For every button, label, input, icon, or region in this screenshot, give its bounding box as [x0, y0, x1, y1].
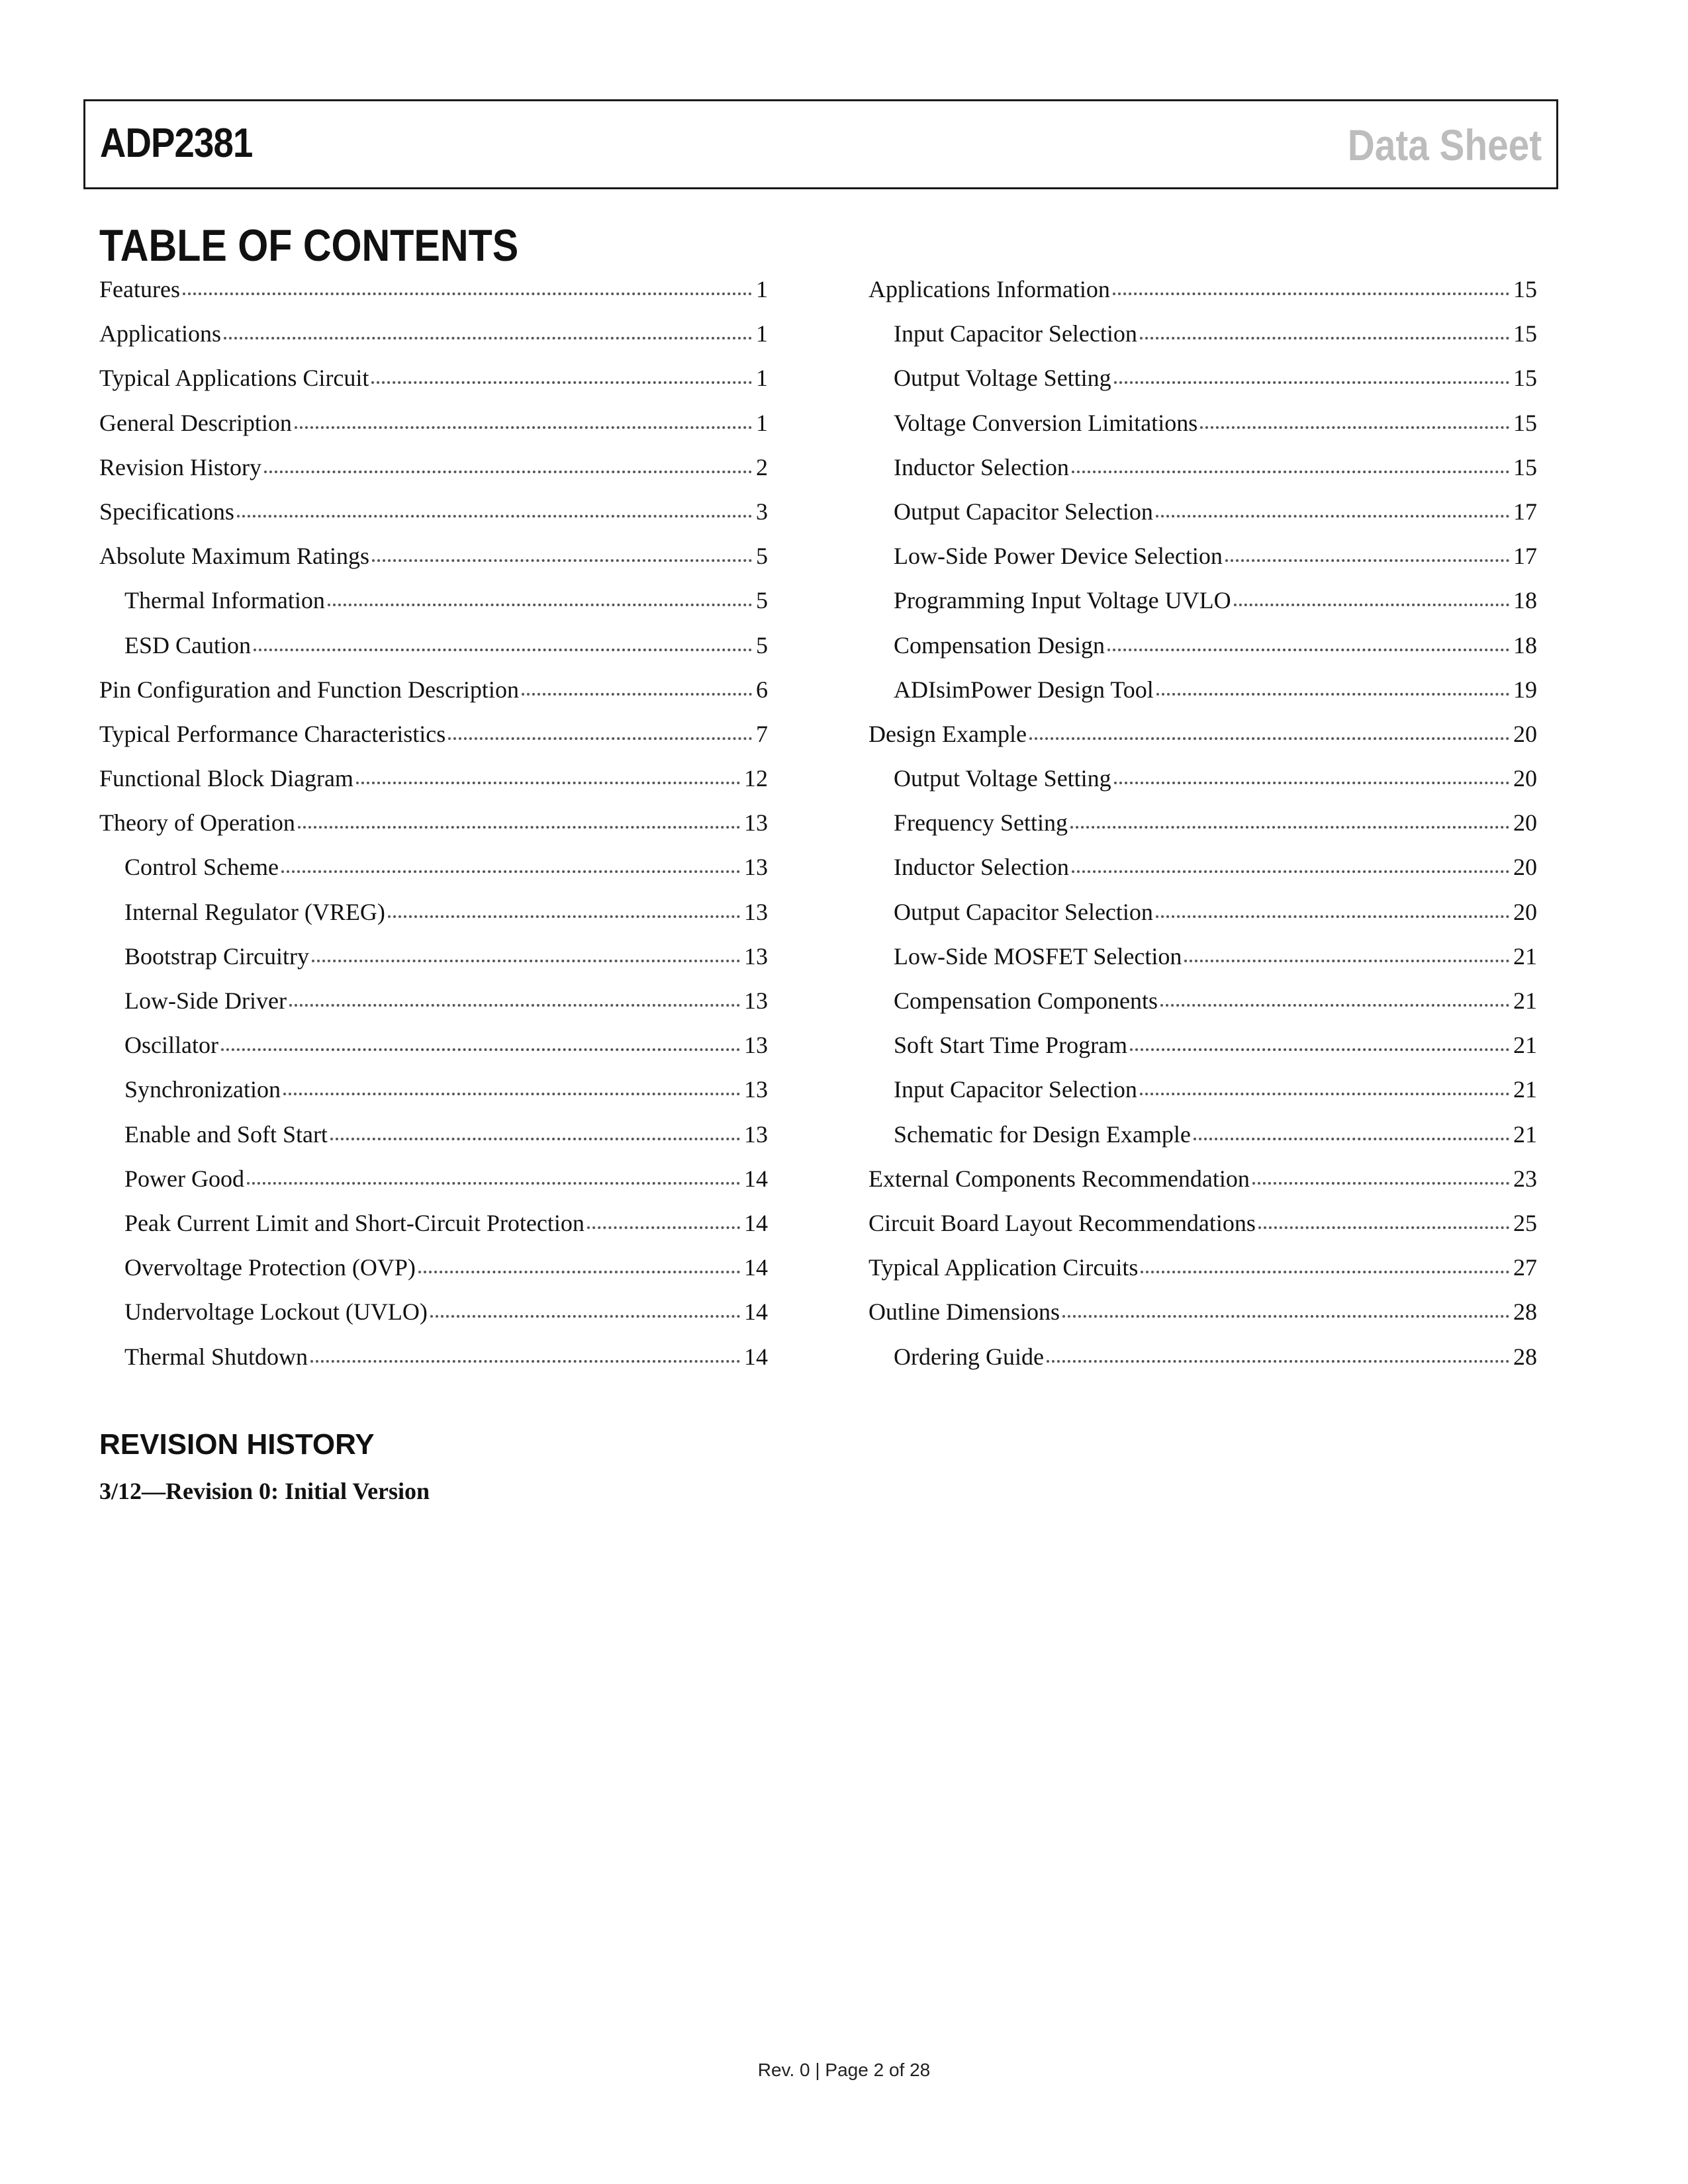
- toc-entry-label: Schematic for Design Example: [894, 1120, 1191, 1148]
- toc-entry[interactable]: [868, 895, 1537, 940]
- toc-entry-page: 20: [1513, 765, 1537, 792]
- toc-entry-page: 18: [1513, 631, 1537, 659]
- toc-entry-label: Output Voltage Setting: [894, 765, 1111, 792]
- toc-entry-label: Enable and Soft Start: [124, 1120, 328, 1148]
- toc-dot-leader: [330, 1138, 740, 1140]
- toc-entry-page: 14: [744, 1343, 768, 1370]
- toc-entry[interactable]: [99, 1340, 768, 1385]
- toc-entry-label: Circuit Board Layout Recommendations: [868, 1209, 1256, 1236]
- toc-entry-label: Typical Performance Characteristics: [99, 720, 446, 747]
- toc-dot-leader: [1062, 1315, 1509, 1318]
- toc-dot-leader: [356, 782, 740, 784]
- toc-entry[interactable]: [99, 1206, 768, 1251]
- toc-entry-page: 20: [1513, 720, 1537, 747]
- toc-entry[interactable]: [99, 940, 768, 984]
- toc-entry-label: Synchronization: [124, 1076, 281, 1103]
- toc-dot-leader: [1200, 426, 1509, 429]
- toc-entry[interactable]: [99, 495, 768, 539]
- toc-entry-page: 15: [1513, 276, 1537, 302]
- revision-history-heading: REVISION HISTORY: [99, 1428, 375, 1461]
- toc-entry-page: 6: [756, 676, 768, 703]
- toc-entry-label: Internal Regulator (VREG): [124, 898, 385, 925]
- toc-dot-leader: [183, 293, 752, 295]
- toc-entry[interactable]: [99, 717, 768, 762]
- toc-entry-page: 1: [756, 276, 768, 302]
- toc-entry[interactable]: [868, 584, 1537, 628]
- toc-entry[interactable]: [868, 1251, 1537, 1295]
- toc-dot-leader: [1113, 293, 1509, 295]
- toc-entry-page: 1: [756, 409, 768, 436]
- toc-entry-label: General Description: [99, 409, 292, 436]
- toc-entry-page: 13: [744, 898, 768, 925]
- toc-entry[interactable]: [99, 895, 768, 940]
- toc-entry-page: 21: [1513, 987, 1537, 1014]
- toc-entry[interactable]: [99, 451, 768, 495]
- toc-entry-page: 21: [1513, 1032, 1537, 1059]
- toc-left-column: [99, 273, 768, 1385]
- toc-entry[interactable]: [99, 1073, 768, 1117]
- toc-entry-page: 13: [744, 987, 768, 1014]
- toc-entry[interactable]: [868, 1295, 1537, 1340]
- toc-dot-leader: [328, 604, 752, 606]
- toc-entry-label: ADIsimPower Design Tool: [894, 676, 1154, 703]
- toc-dot-leader: [283, 1093, 740, 1095]
- toc-entry-page: 17: [1513, 498, 1537, 525]
- toc-entry-page: 13: [744, 942, 768, 970]
- toc-entry-page: 5: [756, 543, 768, 570]
- toc-dot-leader: [587, 1226, 740, 1229]
- toc-entry-label: Features: [99, 276, 180, 302]
- toc-entry[interactable]: [99, 629, 768, 673]
- toc-entry[interactable]: [99, 273, 768, 317]
- toc-entry-page: 15: [1513, 365, 1537, 392]
- toc-entry[interactable]: [99, 762, 768, 806]
- toc-dot-leader: [1130, 1048, 1509, 1051]
- toc-dot-leader: [1252, 1182, 1509, 1185]
- toc-entry-label: Revision History: [99, 453, 262, 480]
- toc-entry-page: 14: [744, 1165, 768, 1192]
- toc-dot-leader: [371, 381, 752, 384]
- revision-entry: 3/12—Revision 0: Initial Version: [99, 1478, 430, 1504]
- toc-entry-label: Voltage Conversion Limitations: [894, 409, 1198, 436]
- toc-entry[interactable]: [868, 984, 1537, 1028]
- toc-entry-label: Low-Side Power Device Selection: [894, 543, 1223, 570]
- toc-dot-leader: [247, 1182, 740, 1185]
- toc-dot-leader: [372, 559, 752, 562]
- toc-entry-label: Specifications: [99, 498, 234, 525]
- toc-dot-leader: [224, 337, 752, 340]
- document-type: Data Sheet: [1347, 120, 1542, 169]
- page-footer: Rev. 0 | Page 2 of 28: [757, 2060, 931, 2080]
- toc-entry-page: 2: [756, 453, 768, 480]
- toc-entry-page: 17: [1513, 543, 1537, 570]
- toc-dot-leader: [1029, 737, 1509, 740]
- toc-entry-page: 13: [744, 1076, 768, 1103]
- toc-dot-leader: [430, 1315, 740, 1318]
- toc-dot-leader: [1072, 471, 1509, 473]
- toc-entry-label: Inductor Selection: [894, 453, 1069, 480]
- toc-entry[interactable]: [99, 1028, 768, 1073]
- toc-entry-label: Overvoltage Protection (OVP): [124, 1254, 416, 1281]
- toc-entry-label: Peak Current Limit and Short-Circuit Protection: [124, 1209, 585, 1236]
- toc-entry-label: Applications: [99, 320, 221, 347]
- toc-entry-page: 5: [756, 587, 768, 614]
- toc-entry-page: 13: [744, 1032, 768, 1059]
- toc-entry-page: 21: [1513, 942, 1537, 970]
- toc-dot-leader: [1141, 1271, 1509, 1273]
- toc-entry-page: 19: [1513, 676, 1537, 703]
- toc-entry[interactable]: [99, 850, 768, 895]
- toc-entry-page: 18: [1513, 587, 1537, 614]
- toc-entry-label: Output Capacitor Selection: [894, 898, 1153, 925]
- toc-dot-leader: [1072, 870, 1509, 873]
- toc-dot-leader: [237, 515, 752, 518]
- toc-entry-label: Typical Application Circuits: [868, 1254, 1139, 1281]
- toc-entry-page: 27: [1513, 1254, 1537, 1281]
- toc-dot-leader: [1114, 381, 1509, 384]
- toc-entry-label: Thermal Shutdown: [124, 1343, 308, 1370]
- toc-entry-label: Oscillator: [124, 1032, 218, 1059]
- toc-entry-label: External Components Recommendation: [868, 1165, 1250, 1192]
- toc-dot-leader: [312, 960, 740, 962]
- toc-entry[interactable]: [868, 850, 1537, 895]
- toc-entry-label: Absolute Maximum Ratings: [99, 543, 369, 570]
- toc-dot-leader: [1258, 1226, 1509, 1229]
- toc-entry-label: Functional Block Diagram: [99, 765, 353, 792]
- toc-entry-page: 14: [744, 1298, 768, 1326]
- toc-dot-leader: [264, 471, 752, 473]
- toc-entry-page: 21: [1513, 1076, 1537, 1103]
- toc-entry-label: Programming Input Voltage UVLO: [894, 587, 1231, 614]
- toc-entry-label: Outline Dimensions: [868, 1298, 1060, 1326]
- toc-dot-leader: [310, 1360, 740, 1363]
- toc-dot-leader: [1184, 960, 1509, 962]
- toc-entry-page: 13: [744, 1120, 768, 1148]
- toc-dot-leader: [388, 915, 740, 918]
- toc-entry-page: 25: [1513, 1209, 1537, 1236]
- toc-entry[interactable]: [868, 406, 1537, 451]
- toc-dot-leader: [1114, 782, 1509, 784]
- toc-dot-leader: [1047, 1360, 1509, 1363]
- toc-entry-label: Output Voltage Setting: [894, 365, 1111, 392]
- toc-entry-page: 21: [1513, 1120, 1537, 1148]
- toc-title: TABLE OF CONTENTS: [99, 220, 519, 271]
- toc-entry-page: 7: [756, 720, 768, 747]
- toc-entry-label: Control Scheme: [124, 854, 279, 881]
- toc-entry-label: ESD Caution: [124, 631, 252, 659]
- toc-entry-label: Compensation Components: [894, 987, 1158, 1014]
- toc-entry-label: Input Capacitor Selection: [894, 320, 1137, 347]
- toc-entry-page: 5: [756, 631, 768, 659]
- toc-entry[interactable]: [868, 673, 1537, 717]
- toc-entry-page: 28: [1513, 1298, 1537, 1326]
- toc-entry-label: Thermal Information: [124, 587, 325, 614]
- toc-dot-leader: [1160, 1004, 1509, 1007]
- toc-entry[interactable]: [868, 1073, 1537, 1117]
- toc-dot-leader: [1070, 826, 1509, 829]
- toc-entry[interactable]: [99, 673, 768, 717]
- toc-dot-leader: [281, 870, 740, 873]
- part-number: ADP2381: [100, 120, 253, 166]
- toc-dot-leader: [1156, 515, 1509, 518]
- toc-dot-leader: [1107, 649, 1509, 651]
- toc-entry[interactable]: [99, 584, 768, 628]
- toc-entry[interactable]: [868, 1028, 1537, 1073]
- toc-entry[interactable]: [868, 717, 1537, 762]
- toc-entry-page: 1: [756, 320, 768, 347]
- toc-entry[interactable]: [868, 806, 1537, 850]
- toc-entry[interactable]: [868, 1118, 1537, 1162]
- toc-entry-page: 20: [1513, 898, 1537, 925]
- toc-dot-leader: [522, 693, 752, 696]
- toc-entry-label: Power Good: [124, 1165, 244, 1192]
- toc-entry[interactable]: [868, 940, 1537, 984]
- toc-entry-label: Input Capacitor Selection: [894, 1076, 1137, 1103]
- toc-entry[interactable]: [868, 451, 1537, 495]
- toc-dot-leader: [1225, 559, 1509, 562]
- toc-entry-page: 15: [1513, 453, 1537, 480]
- toc-entry-page: 13: [744, 854, 768, 881]
- toc-entry-page: 20: [1513, 854, 1537, 881]
- toc-entry[interactable]: [99, 539, 768, 584]
- toc-entry[interactable]: [99, 806, 768, 850]
- toc-entry-label: Pin Configuration and Function Description: [99, 676, 519, 703]
- toc-entry-page: 13: [744, 809, 768, 837]
- toc-dot-leader: [298, 826, 740, 829]
- toc-entry-page: 3: [756, 498, 768, 525]
- toc-entry-label: Design Example: [868, 720, 1027, 747]
- toc-dot-leader: [254, 649, 752, 651]
- toc-entry[interactable]: [99, 406, 768, 451]
- toc-dot-leader: [418, 1271, 740, 1273]
- toc-dot-leader: [1156, 915, 1509, 918]
- toc-entry[interactable]: [868, 361, 1537, 406]
- toc-entry[interactable]: [868, 762, 1537, 806]
- toc-entry[interactable]: [99, 984, 768, 1028]
- toc-entry-label: Bootstrap Circuitry: [124, 942, 309, 970]
- toc-entry-page: 15: [1513, 409, 1537, 436]
- toc-entry-label: Inductor Selection: [894, 854, 1069, 881]
- toc-entry-label: Theory of Operation: [99, 809, 295, 837]
- toc-dot-leader: [1140, 337, 1509, 340]
- toc-entry-page: 23: [1513, 1165, 1537, 1192]
- toc-entry-label: Output Capacitor Selection: [894, 498, 1153, 525]
- toc-dot-leader: [295, 426, 752, 429]
- toc-entry-label: Low-Side Driver: [124, 987, 287, 1014]
- toc-entry[interactable]: [868, 317, 1537, 361]
- toc-dot-leader: [1194, 1138, 1509, 1140]
- toc-entry[interactable]: [868, 1340, 1537, 1385]
- toc-entry-label: Frequency Setting: [894, 809, 1068, 837]
- toc-entry[interactable]: [99, 317, 768, 361]
- toc-right-column: [868, 273, 1537, 1385]
- toc-dot-leader: [1234, 604, 1509, 606]
- toc-entry-label: Applications Information: [868, 276, 1110, 302]
- toc-entry-page: 14: [744, 1209, 768, 1236]
- toc-entry[interactable]: [868, 1206, 1537, 1251]
- toc-entry[interactable]: [868, 273, 1537, 317]
- toc-dot-leader: [1140, 1093, 1509, 1095]
- toc-entry-label: Compensation Design: [894, 631, 1105, 659]
- toc-entry[interactable]: [99, 1118, 768, 1162]
- toc-entry-label: Soft Start Time Program: [894, 1032, 1128, 1059]
- toc-entry-label: Low-Side MOSFET Selection: [894, 942, 1182, 970]
- toc-dot-leader: [289, 1004, 740, 1007]
- document-header: [83, 99, 1558, 189]
- toc-entry[interactable]: [868, 629, 1537, 673]
- toc-entry[interactable]: [99, 1295, 768, 1340]
- toc-entry[interactable]: [868, 539, 1537, 584]
- toc-dot-leader: [448, 737, 752, 740]
- toc-entry-page: 20: [1513, 809, 1537, 837]
- toc-entry[interactable]: [99, 361, 768, 406]
- toc-entry[interactable]: [99, 1251, 768, 1295]
- toc-entry[interactable]: [868, 495, 1537, 539]
- toc-dot-leader: [1156, 693, 1509, 696]
- toc-entry-page: 1: [756, 365, 768, 392]
- toc-entry[interactable]: [99, 1162, 768, 1206]
- toc-entry-page: 28: [1513, 1343, 1537, 1370]
- toc-dot-leader: [221, 1048, 740, 1051]
- toc-entry-label: Undervoltage Lockout (UVLO): [124, 1298, 428, 1326]
- toc-entry-label: Ordering Guide: [894, 1343, 1044, 1370]
- toc-entry-page: 12: [744, 765, 768, 792]
- toc-entry-page: 14: [744, 1254, 768, 1281]
- toc-entry-label: Typical Applications Circuit: [99, 365, 369, 392]
- toc-entry-page: 15: [1513, 320, 1537, 347]
- toc-entry[interactable]: [868, 1162, 1537, 1206]
